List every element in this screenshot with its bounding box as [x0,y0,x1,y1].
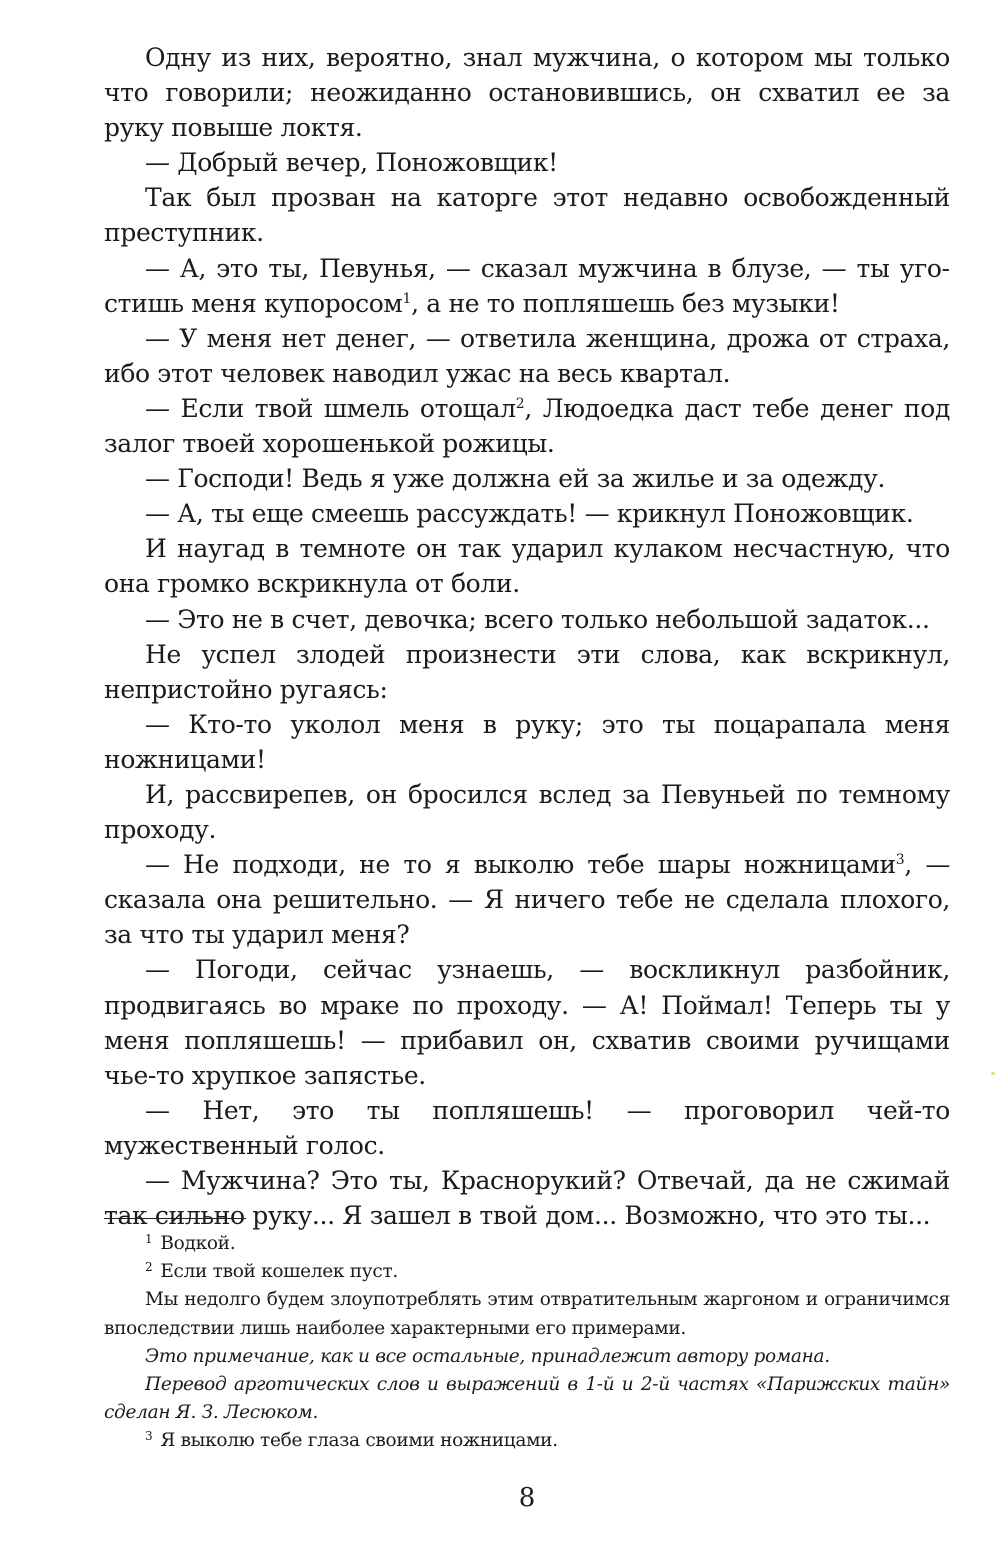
paragraph: — У меня нет денег, — ответила женщина, дрожа от страха, ибо этот человек наводил ужас на весь квартал. [104,323,950,388]
footnote-2-translator-note: Перевод арготических слов и выражений в 1-й и 2-й частях «Парижских тайн» сделан Я. З. Лесюком. [104,1374,950,1424]
paragraph-text: , Людоедка даст тебе денег под залог твоей хорошенькой рожицы. [104,393,950,459]
footnote-number: 1 [145,1232,153,1246]
footnote-ref: 2 [515,395,525,412]
footnote-text: Водкой. [160,1233,236,1254]
footnote-2-note: Мы недолго будем злоупотреблять этим отвратительным жаргоном и ограничимся впоследствии лишь наиболее характерными его примерами. [104,1289,950,1339]
paragraph: Одну из них, вероятно, знал мужчина, о котором мы только что говорили; неожиданно остановившись, он схватил ее за руку повыше локтя. [104,43,950,143]
main-text [104,40,950,1233]
footnote-3 [104,1427,950,1455]
paragraph: И, рассвирепев, он бросился вслед за Певуньей по темному проходу. [104,779,950,845]
scan-speck [991,1072,995,1075]
footnote-divider [104,1218,246,1219]
paragraph: И наугад в темноте он так ударил кулаком несчастную, что она громко вскрикнула от боли. [104,534,950,599]
paragraph-text: — Не подходи, не то я выколю тебе шары ножницами [145,850,896,880]
paragraph-text: — Если твой шмель отощал [145,393,516,423]
paragraph [104,847,950,952]
paragraph: — Нет, это ты попляшешь! — проговорил чей-то мужественный голос. [104,1095,950,1160]
paragraph: — Мужчина? Это ты, Краснорукий? Отвечай, да не сжимай так сильно руку... Я зашел в твой дом... Возможно, что это ты... [104,1166,950,1231]
paragraph: Так был прозван на каторге этот недавно освобожденный преступник. [104,183,950,248]
paragraph: — Господи! Ведь я уже должна ей за жилье и за одежду. [145,464,886,494]
paragraph: — Погоди, сейчас узнаешь, — воскликнул разбойник, продвигаясь во мраке по проходу. — А! Поймал! Теперь ты у меня попляшешь! — прибавил он, схватив своими ручищами чье-то хрупкое запястье. [104,955,950,1090]
footnotes [104,1230,950,1456]
paragraph: — Кто-то уколол меня в руку; это ты поцарапала меня ножницами! [104,709,950,774]
paragraph-text: — А, это ты, Певунья, — сказал мужчина в блузе, — ты угостишь меня купоросом [104,253,950,318]
paragraph: — Это не в счет, девочка; всего только небольшой задаток... [145,604,930,634]
footnote-ref: 1 [402,290,412,307]
page-number: 8 [518,1483,536,1513]
footnote-1 [104,1230,950,1258]
footnote-text: Я выколю тебе глаза своими ножницами. [160,1430,558,1452]
footnote-ref: 3 [895,852,905,869]
footnote-number: 2 [145,1260,153,1275]
paragraph-text: , — сказала она решительно. — Я ничего тебе не сделала плохого, за что ты ударил меня? [104,850,950,950]
paragraph [104,391,950,461]
book-page [104,0,950,1561]
footnote-number: 3 [145,1429,153,1444]
footnote-2-author-note: Это примечание, как и все остальные, принадлежит автору романа. [145,1345,830,1367]
paragraph: Не успел злодей произнести эти слова, как вскрикнул, непристойно ругаясь: [104,639,950,704]
paragraph: — Добрый вечер, Поножовщик! [145,148,558,178]
paragraph-text: , а не то попляшешь без музыки! [411,288,840,318]
footnote-text: Если твой кошелек пуст. [160,1261,398,1283]
paragraph: — А, ты еще смеешь рассуждать! — крикнул Поножовщик. [145,499,914,529]
footnote-2 [104,1258,950,1286]
paragraph [104,251,950,321]
